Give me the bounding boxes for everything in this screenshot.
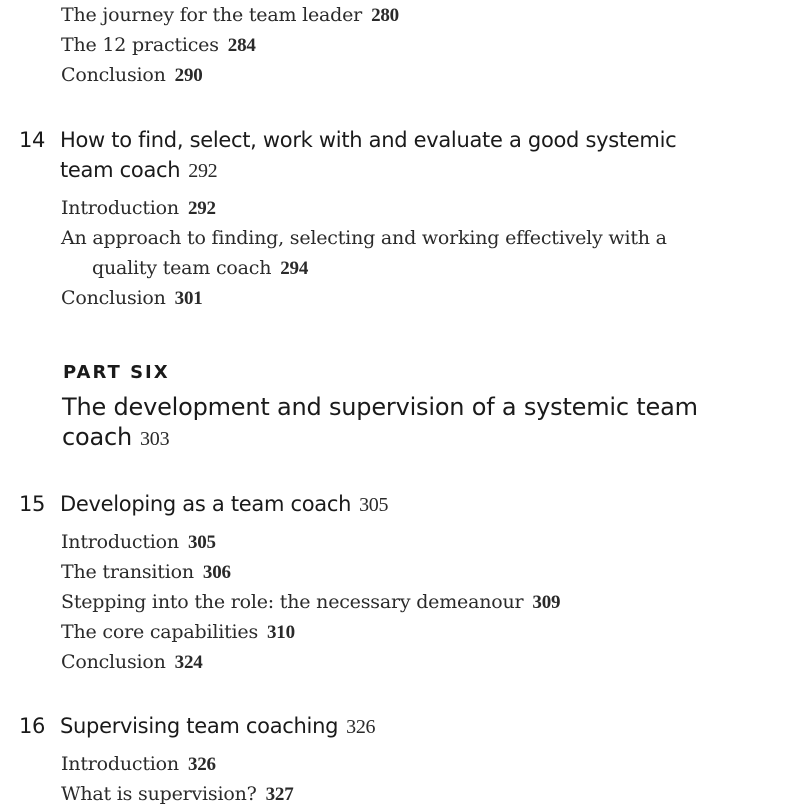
entry-title: Introduction xyxy=(61,197,179,219)
entry-page: 292 xyxy=(187,198,216,219)
entry-title: What is supervision? xyxy=(61,783,257,805)
chapter-page: 305 xyxy=(359,494,389,516)
toc-entry xyxy=(61,63,203,88)
entry-title: The transition xyxy=(61,561,194,583)
entry-title: The core capabilities xyxy=(61,621,258,643)
entry-title: Introduction xyxy=(61,753,179,775)
toc-entry xyxy=(61,530,216,555)
toc-entry xyxy=(61,226,667,250)
entry-title: Conclusion xyxy=(61,651,166,673)
entry-page: 324 xyxy=(174,652,203,673)
entry-page: 284 xyxy=(227,35,256,56)
toc-entry xyxy=(61,620,295,645)
entry-page: 309 xyxy=(532,592,561,613)
toc-entry xyxy=(61,752,216,777)
chapter-page: 326 xyxy=(346,716,376,738)
entry-title: Conclusion xyxy=(61,64,166,86)
chapter-title: Developing as a team coach 305 xyxy=(60,492,389,516)
part-title-line2: coach 303 xyxy=(62,423,170,451)
entry-page: 280 xyxy=(371,5,399,26)
toc-entry xyxy=(61,560,231,585)
entry-page: 306 xyxy=(202,562,231,583)
entry-title: quality team coach xyxy=(92,257,272,279)
entry-page: 305 xyxy=(187,532,216,553)
toc-entry xyxy=(61,782,294,807)
entry-page: 301 xyxy=(174,288,203,309)
part-title: The development and supervision of a systemic team xyxy=(62,393,698,421)
chapter-number: 15 xyxy=(19,492,46,516)
toc-entry xyxy=(61,33,256,58)
toc-entry xyxy=(61,286,203,311)
chapter-title: Supervising team coaching 326 xyxy=(60,714,376,738)
toc-entry-continued xyxy=(92,256,308,281)
chapter-number: 16 xyxy=(19,714,46,738)
entry-page: 327 xyxy=(265,784,294,805)
toc-entry xyxy=(61,3,399,28)
entry-title: The 12 practices xyxy=(61,34,219,56)
entry-title: Conclusion xyxy=(61,287,166,309)
toc-entry xyxy=(61,196,216,221)
part-page: 303 xyxy=(140,428,170,450)
toc-entry xyxy=(61,590,560,615)
entry-title: The journey for the team leader xyxy=(61,4,363,26)
entry-page: 310 xyxy=(267,622,295,643)
entry-page: 294 xyxy=(280,258,309,279)
chapter-page: 292 xyxy=(188,160,218,182)
entry-title: An approach to finding, selecting and working effectively with a xyxy=(61,227,667,249)
entry-title: Stepping into the role: the necessary demeanour xyxy=(61,591,524,613)
part-label: PART SIX xyxy=(63,362,170,383)
entry-page: 326 xyxy=(187,754,216,775)
chapter-title: How to find, select, work with and evaluate a good systemic xyxy=(60,128,677,152)
entry-page: 290 xyxy=(174,65,203,86)
chapter-title-line2: team coach 292 xyxy=(60,158,218,182)
chapter-number: 14 xyxy=(19,128,46,152)
toc-entry xyxy=(61,650,203,675)
entry-title: Introduction xyxy=(61,531,179,553)
